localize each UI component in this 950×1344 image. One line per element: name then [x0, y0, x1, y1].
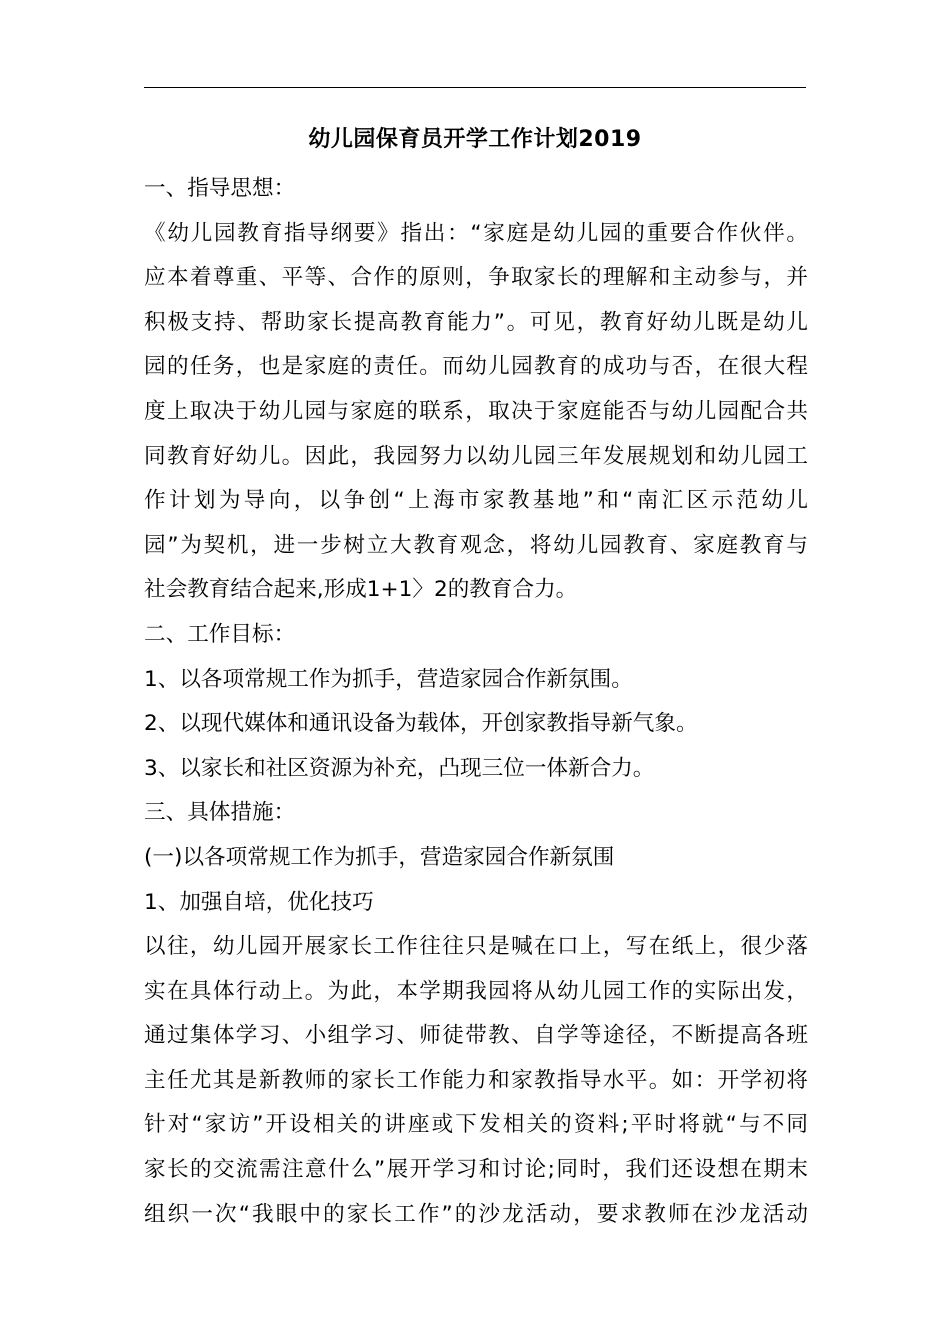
document-body: [144, 167, 808, 1237]
header-rule: [144, 87, 806, 88]
body-line: 三、具体措施：: [144, 800, 296, 826]
document-title: 幼儿园保育员开学工作计划2019: [308, 127, 642, 152]
body-line: 1、加强自培，优化技巧: [144, 889, 374, 915]
body-line: 1、以各项常规工作为抓手，营造家园合作新氛围。: [144, 666, 633, 692]
body-line: 积极支持、帮助家长提高教育能力”。可见，教育好幼儿既是幼儿: [144, 309, 808, 335]
body-line: 一、指导思想：: [144, 176, 296, 201]
body-line: 度上取决于幼儿园与家庭的联系，取决于家庭能否与幼儿园配合共: [144, 398, 808, 424]
body-line: 家长的交流需注意什么”展开学习和讨论;同时，我们还设想在期末: [144, 1157, 808, 1183]
body-line: 《幼儿园教育指导纲要》指出：“家庭是幼儿园的重要合作伙伴。: [144, 220, 808, 246]
body-line: (一)以各项常规工作为抓手，营造家园合作新氛围: [144, 844, 615, 870]
body-line: 作计划为导向，以争创“上海市家教基地”和“南汇区示范幼儿: [144, 488, 809, 514]
body-line: 2、以现代媒体和通讯设备为载体，开创家教指导新气象。: [144, 711, 698, 737]
body-line: 通过集体学习、小组学习、师徒带教、自学等途径，不断提高各班: [144, 1023, 808, 1049]
body-line: 同教育好幼儿。因此，我园努力以幼儿园三年发展规划和幼儿园工: [144, 443, 808, 469]
body-line: 3、以家长和社区资源为补充，凸现三位一体新合力。: [144, 755, 655, 781]
body-line: 园”为契机，进一步树立大教育观念，将幼儿园教育、家庭教育与: [144, 532, 808, 558]
body-line: 以往，幼儿园开展家长工作往往只是喊在口上，写在纸上，很少落: [144, 934, 808, 960]
body-line: 实在具体行动上。为此，本学期我园将从幼儿园工作的实际出发，: [144, 978, 808, 1004]
body-line: 针对“家访”开设相关的讲座或下发相关的资料;平时将就“与不同: [144, 1112, 808, 1138]
body-line: 组织一次“我眼中的家长工作”的沙龙活动，要求教师在沙龙活动: [144, 1201, 808, 1227]
body-line: 主任尤其是新教师的家长工作能力和家教指导水平。如：开学初将: [144, 1067, 808, 1093]
body-line: 应本着尊重、平等、合作的原则，争取家长的理解和主动参与，并: [144, 265, 808, 291]
body-line: 园的任务，也是家庭的责任。而幼儿园教育的成功与否，在很大程: [144, 354, 808, 380]
body-line: 社会教育结合起来,形成1+1〉2的教育合力。: [144, 577, 578, 603]
body-line: 二、工作目标：: [144, 621, 296, 647]
